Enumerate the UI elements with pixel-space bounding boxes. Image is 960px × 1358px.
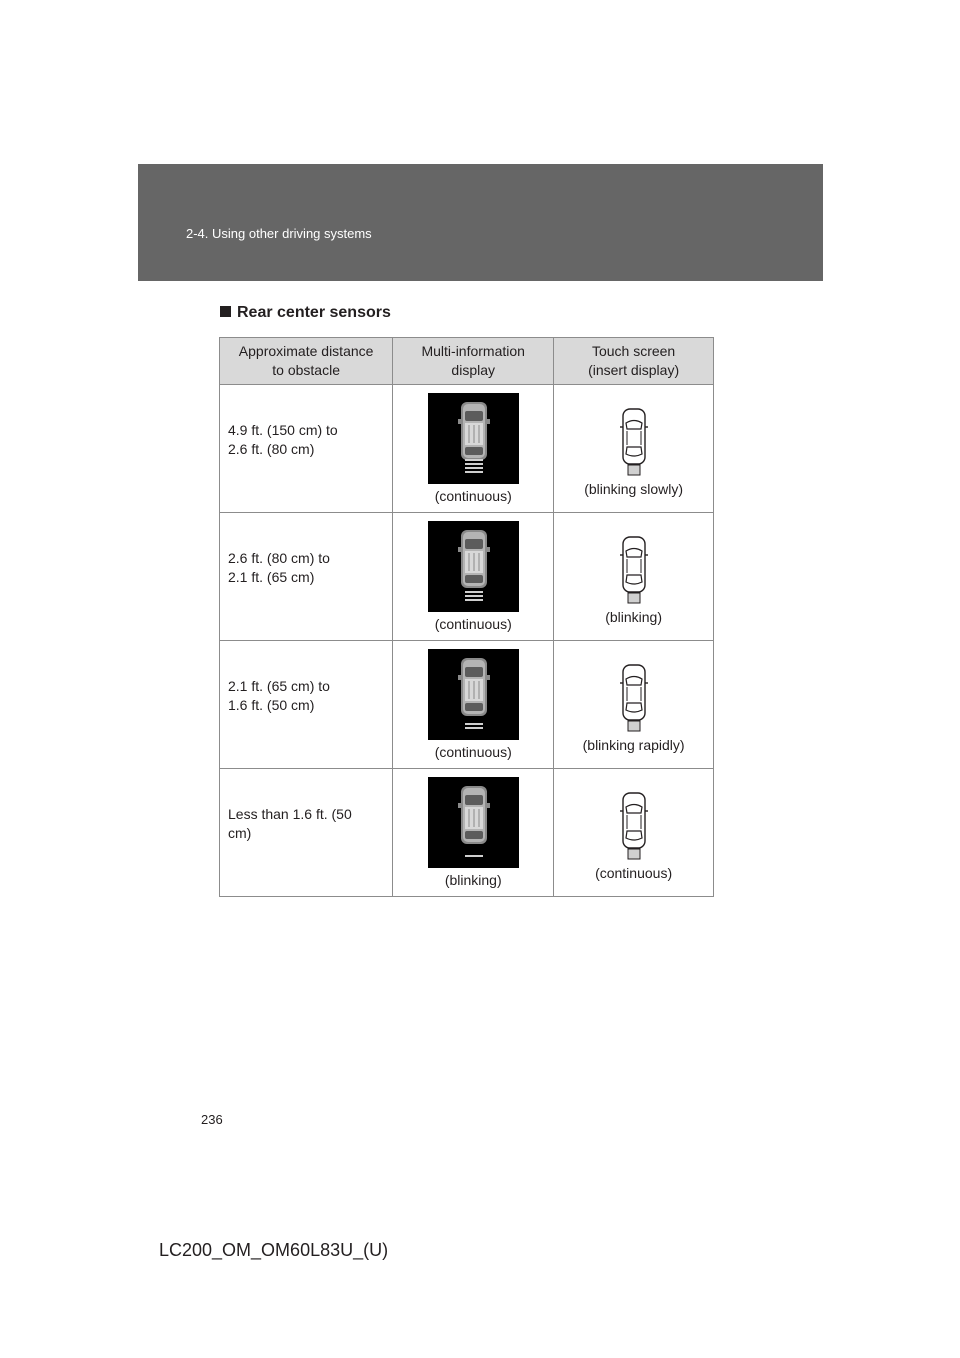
document-code: LC200_OM_OM60L83U_(U): [159, 1240, 389, 1260]
distance-bar: [465, 727, 483, 729]
section-heading: [220, 304, 391, 322]
mid-caption: (blinking): [444, 872, 502, 888]
column-header-touch-screen: Touch screen (insert display): [554, 338, 714, 385]
distance-cell: 4.9 ft. (150 cm) to 2.6 ft. (80 cm): [220, 385, 393, 513]
section-heading-text: Rear center sensors: [237, 304, 391, 321]
car-outline-icon: [619, 407, 649, 477]
page-number: 236: [201, 1112, 223, 1127]
distance-bar: [465, 723, 483, 725]
touch-caption: (continuous): [595, 864, 673, 881]
distance-cell: Less than 1.6 ft. (50 cm): [220, 769, 393, 897]
distance-bar: [465, 459, 483, 461]
touch-screen-cell: [554, 641, 714, 769]
multi-information-cell: [393, 769, 554, 897]
multi-information-display-image: [428, 777, 519, 868]
multi-information-cell: [393, 641, 554, 769]
car-outline-icon: [619, 663, 649, 733]
mid-caption: (continuous): [434, 616, 512, 632]
distance-bar: [465, 855, 483, 857]
square-bullet-icon: [220, 306, 231, 317]
distance-bar: [465, 463, 483, 465]
table-row: [220, 641, 714, 769]
multi-information-display-image: [428, 521, 519, 612]
multi-information-display-image: [428, 649, 519, 740]
touch-screen-cell: [554, 513, 714, 641]
multi-information-cell: [393, 513, 554, 641]
distance-bar: [465, 471, 483, 473]
table-row: [220, 385, 714, 513]
touch-caption: (blinking rapidly): [582, 736, 685, 753]
car-outline-icon: [619, 791, 649, 861]
mid-caption: (continuous): [434, 488, 512, 504]
distance-cell: 2.1 ft. (65 cm) to 1.6 ft. (50 cm): [220, 641, 393, 769]
vehicle-top-view-icon: [428, 393, 519, 484]
header-band: [138, 164, 823, 281]
touch-caption: (blinking): [605, 608, 662, 625]
multi-information-display-image: [428, 393, 519, 484]
table-row: [220, 513, 714, 641]
section-title: 2-4. Using other driving systems: [186, 226, 372, 241]
vehicle-top-view-icon: [428, 649, 519, 740]
touch-screen-cell: [554, 385, 714, 513]
column-header-distance: Approximate distance to obstacle: [220, 338, 393, 385]
distance-cell: 2.6 ft. (80 cm) to 2.1 ft. (65 cm): [220, 513, 393, 641]
vehicle-top-view-icon: [428, 777, 519, 868]
multi-information-cell: [393, 385, 554, 513]
distance-bar: [465, 595, 483, 597]
vehicle-top-view-icon: [428, 521, 519, 612]
touch-screen-cell: [554, 769, 714, 897]
sensor-table: [219, 337, 714, 897]
distance-bar: [465, 599, 483, 601]
touch-caption: (blinking slowly): [584, 480, 683, 497]
distance-bar: [465, 467, 483, 469]
mid-caption: (continuous): [434, 744, 512, 760]
table-header-row: [220, 338, 714, 385]
distance-bar: [465, 591, 483, 593]
car-outline-icon: [619, 535, 649, 605]
table-row: [220, 769, 714, 897]
column-header-multi-information: Multi-information display: [393, 338, 554, 385]
